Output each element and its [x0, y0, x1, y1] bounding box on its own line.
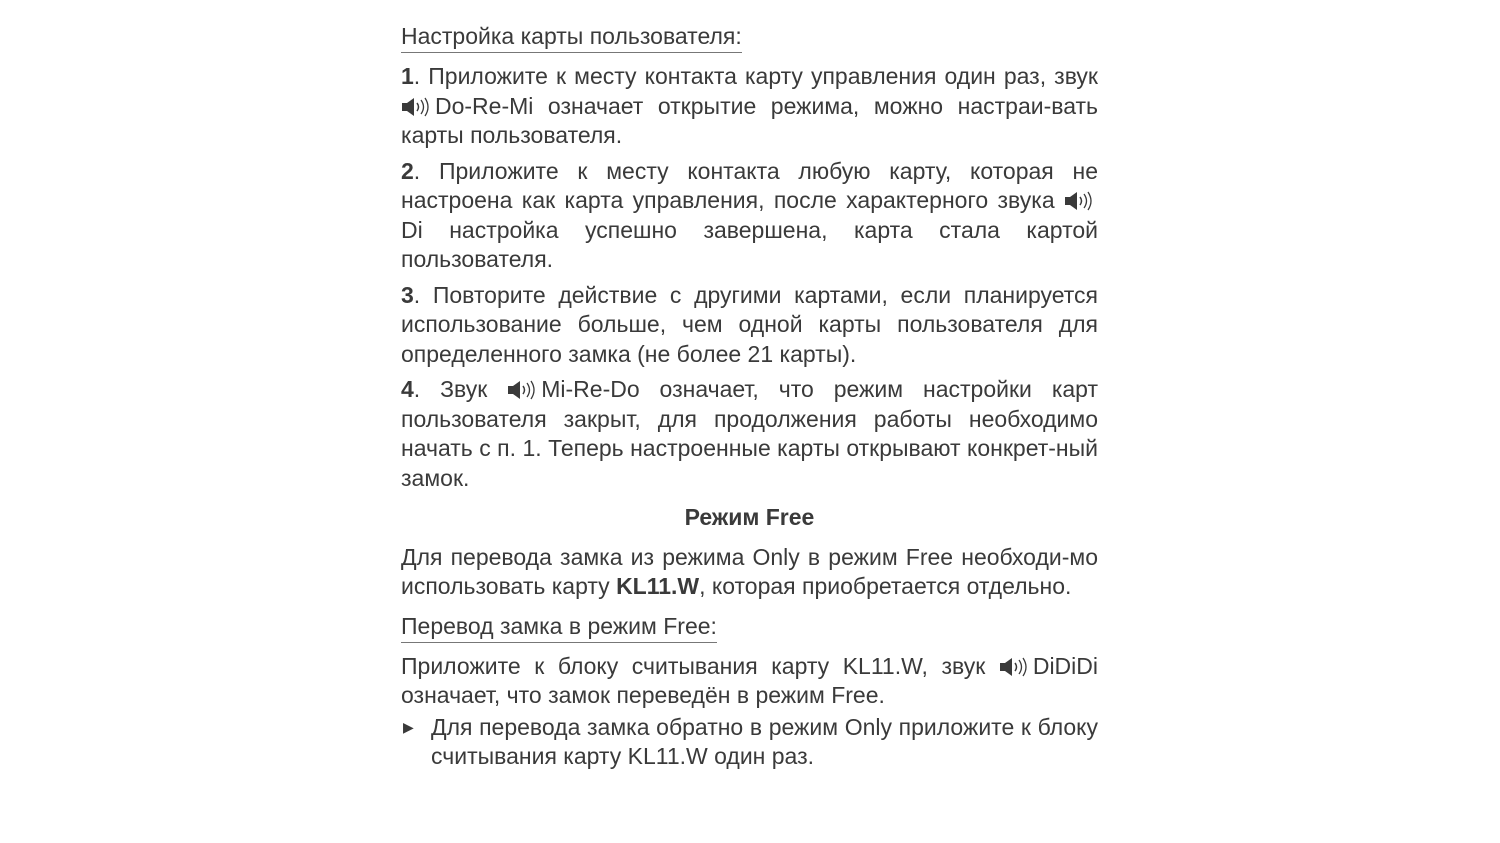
step-4	[401, 375, 1098, 493]
step-number: 3	[401, 281, 414, 308]
speaker-sound-icon	[507, 380, 541, 400]
manual-page	[401, 22, 1098, 772]
section-heading-user-card-setup: Настройка карты пользователя:	[401, 22, 742, 53]
sound-name: DiDiDi	[1032, 652, 1098, 679]
card-model: KL11.W	[616, 573, 700, 599]
section-heading-free-switch: Перевод замка в режим Free:	[401, 612, 717, 643]
speaker-sound-icon	[1064, 191, 1098, 211]
step-text: . Приложите к месту контакта любую карту, которая не настроена как карта управления, после характерного звука	[401, 157, 1098, 213]
sound-name: Mi-Re-Do	[541, 376, 640, 402]
speaker-sound-icon	[401, 97, 435, 117]
free-switch-step	[401, 652, 1098, 711]
step-text: . Повторите действие с другими картами, если планируется использование больше, чем одной карты пользователя для определенного замка (не более 21 карты).	[401, 281, 1098, 367]
step-text: . Приложите к месту контакта карту управления один раз, звук	[413, 63, 1098, 89]
step-2	[401, 157, 1098, 275]
step-number: 2	[401, 157, 414, 184]
intro-text: Для перевода замка из режима Only в режим Free необходи-мо использовать карту	[401, 543, 1098, 599]
sound-name: Do-Re-Mi	[435, 92, 534, 119]
step-1	[401, 62, 1098, 151]
step-text: означает, что режим настройки карт пользователя закрыт, для продолжения работы необходимо начать с п. 1. Теперь настроенные карты открывают конкрет-ный замок.	[401, 376, 1099, 491]
step-number: 1	[401, 63, 414, 89]
step-text: . Звук	[413, 376, 508, 402]
step-text: Приложите к блоку считывания карту KL11.W, звук	[401, 652, 999, 679]
step-number: 4	[401, 376, 414, 402]
step-text: настройка успешно завершена, карта стала картой пользователя.	[401, 216, 1098, 272]
step-text: означает, что замок переведён в режим Free.	[401, 682, 885, 708]
free-mode-intro	[401, 543, 1098, 602]
section-title-free-mode: Режим Free	[684, 504, 815, 530]
bullet-item	[401, 713, 1098, 772]
speaker-sound-icon	[999, 657, 1033, 677]
bullet-text: Для перевода замка обратно в режим Only приложите к блоку считывания карту KL11.W один раз.	[431, 713, 1098, 769]
sound-name: Di	[401, 216, 423, 243]
intro-text: , которая приобретается отдельно.	[699, 573, 1072, 599]
step-3	[401, 281, 1098, 370]
bullet-triangle-icon: ▶	[403, 718, 414, 735]
step-text: означает открытие режима, можно настраи-вать карты пользователя.	[401, 92, 1098, 148]
